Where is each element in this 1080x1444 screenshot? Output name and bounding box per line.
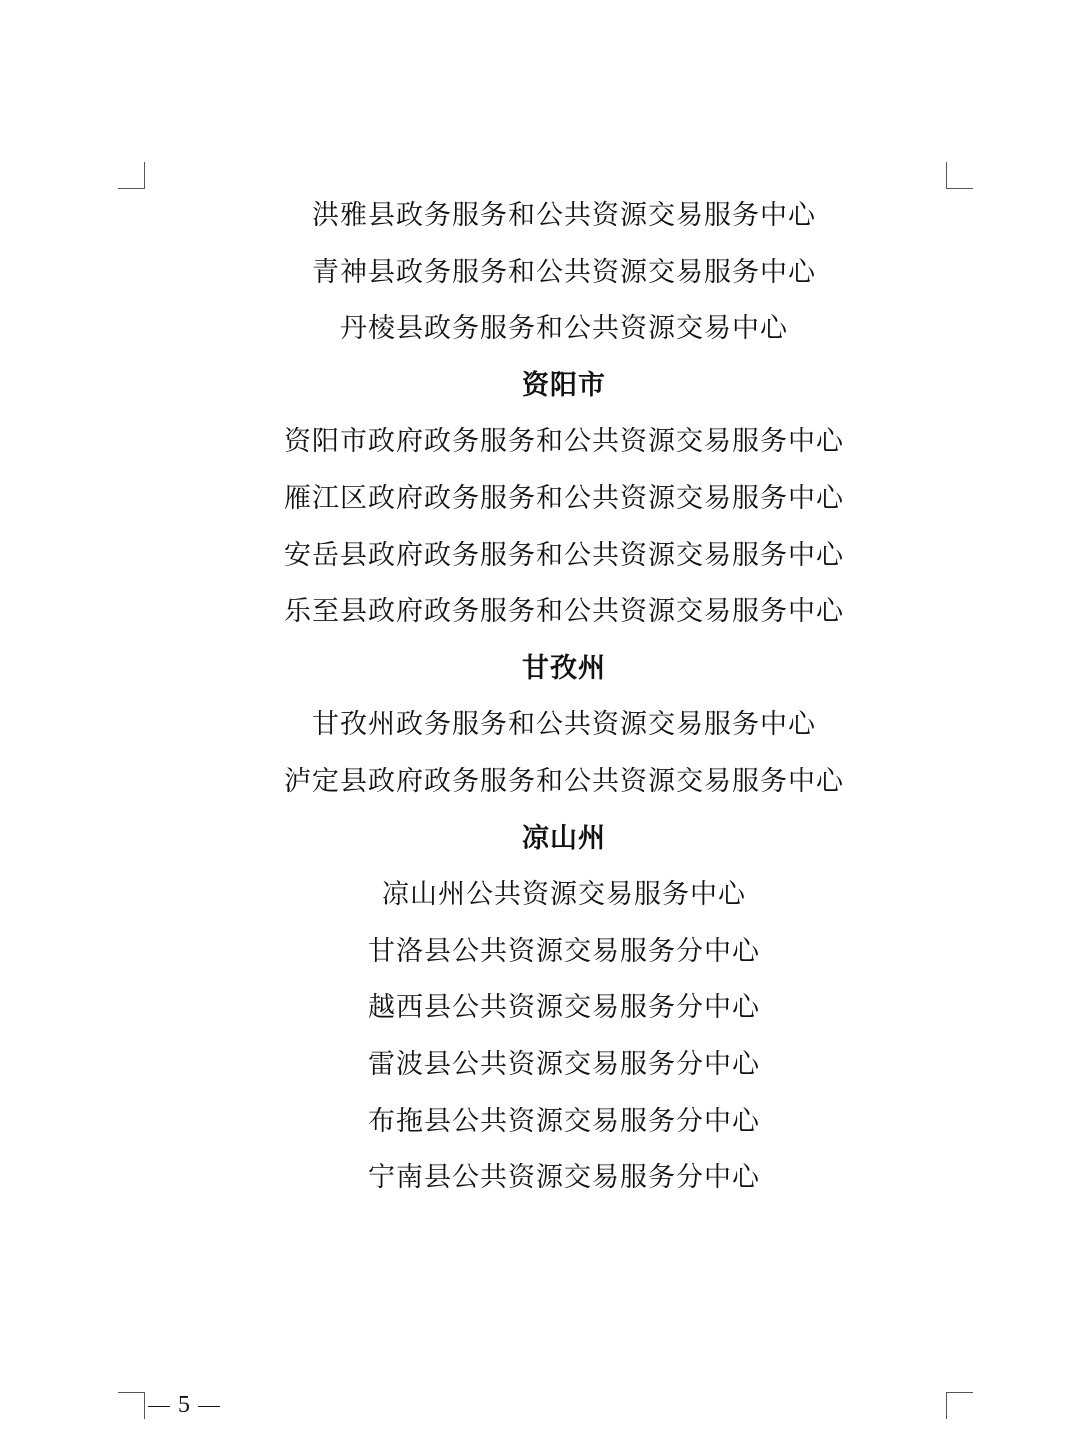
list-item: 丹棱县政务服务和公共资源交易中心	[340, 313, 788, 345]
corner-mark-bottom-right	[946, 1392, 973, 1419]
section-heading: 甘孜州	[522, 652, 606, 684]
list-item: 雷波县公共资源交易服务分中心	[368, 1048, 760, 1080]
list-item: 宁南县公共资源交易服务分中心	[368, 1162, 760, 1194]
list-item: 甘洛县公共资源交易服务分中心	[368, 935, 760, 967]
document-body	[0, 188, 1080, 1207]
page-number	[140, 1385, 228, 1425]
page-number-dash-right	[198, 1406, 220, 1408]
list-item: 布拖县公共资源交易服务分中心	[368, 1105, 760, 1137]
page-number-value: 5	[178, 1392, 190, 1418]
list-item: 资阳市政府政务服务和公共资源交易服务中心	[284, 426, 844, 458]
list-item: 安岳县政府政务服务和公共资源交易服务中心	[284, 539, 844, 571]
list-item: 青神县政务服务和公共资源交易服务中心	[312, 256, 816, 288]
page-number-dash-left	[148, 1406, 170, 1408]
list-item: 洪雅县政务服务和公共资源交易服务中心	[312, 200, 816, 231]
corner-mark-top-right	[946, 162, 973, 189]
list-item: 泸定县政府政务服务和公共资源交易服务中心	[284, 765, 844, 797]
list-item: 越西县公共资源交易服务分中心	[368, 992, 760, 1024]
list-item: 雁江区政府政务服务和公共资源交易服务中心	[284, 482, 844, 514]
list-item: 乐至县政府政务服务和公共资源交易服务中心	[284, 596, 844, 628]
section-heading: 凉山州	[522, 822, 606, 854]
list-item: 甘孜州政务服务和公共资源交易服务中心	[312, 709, 816, 741]
section-heading: 资阳市	[522, 369, 606, 401]
list-item: 凉山州公共资源交易服务中心	[382, 879, 746, 911]
corner-mark-top-left	[118, 162, 145, 189]
